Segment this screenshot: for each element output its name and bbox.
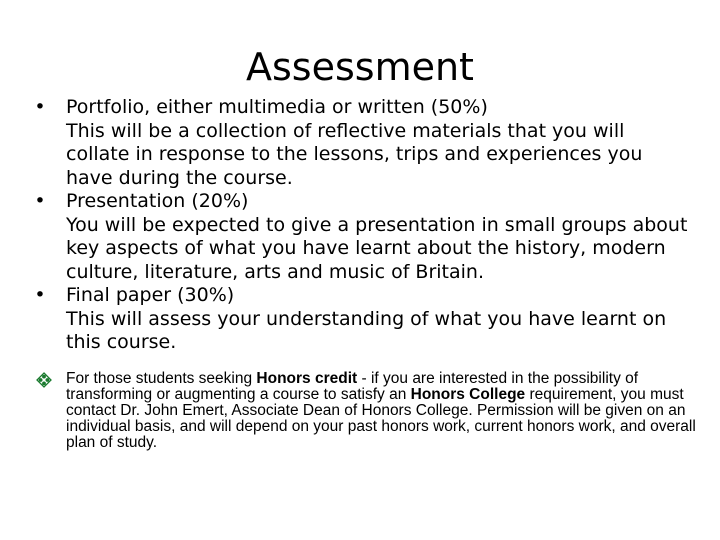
- honors-note: [30, 371, 698, 451]
- slide-title: Assessment: [246, 45, 474, 89]
- note-text-3: requirement, you must contact Dr. John Emert, Associate Dean of Honors College. Permission will be given on an individual basis, and will depend on your past honors work, current honors work, and overall plan of study.: [66, 386, 696, 451]
- bullet-heading: Final paper (30%): [66, 284, 235, 306]
- bullet-item-presentation: [28, 190, 688, 284]
- diamond-bullet-icon: [36, 372, 52, 388]
- bullet-heading: Portfolio, either multimedia or written (50%): [66, 96, 488, 118]
- bullet-body: This will assess your understanding of what you have learnt on this course.: [66, 307, 667, 353]
- note-bold-honors-credit: Honors credit: [256, 370, 358, 387]
- note-bold-honors-college: Honors College: [410, 386, 526, 403]
- bullet-item-final-paper: [28, 284, 688, 355]
- bullet-dot-icon: •: [34, 284, 46, 306]
- note-text-1: For those students seeking: [66, 370, 257, 387]
- bullet-item-portfolio: [28, 96, 688, 190]
- bullet-body: You will be expected to give a presentation in small groups about key aspects of what you have learnt about the history, modern culture, literature, arts and music of Britain.: [66, 213, 688, 283]
- bullet-heading: Presentation (20%): [66, 190, 249, 212]
- bullet-dot-icon: •: [34, 190, 46, 212]
- bullet-dot-icon: •: [34, 96, 46, 118]
- note-text-2: - if you are interested in the possibility of transforming or augmenting a course to satisfy an: [66, 370, 639, 403]
- bullet-list: [28, 96, 688, 355]
- bullet-body: This will be a collection of reflective materials that you will collate in response to the lessons, trips and experiences you have during the course.: [66, 119, 643, 189]
